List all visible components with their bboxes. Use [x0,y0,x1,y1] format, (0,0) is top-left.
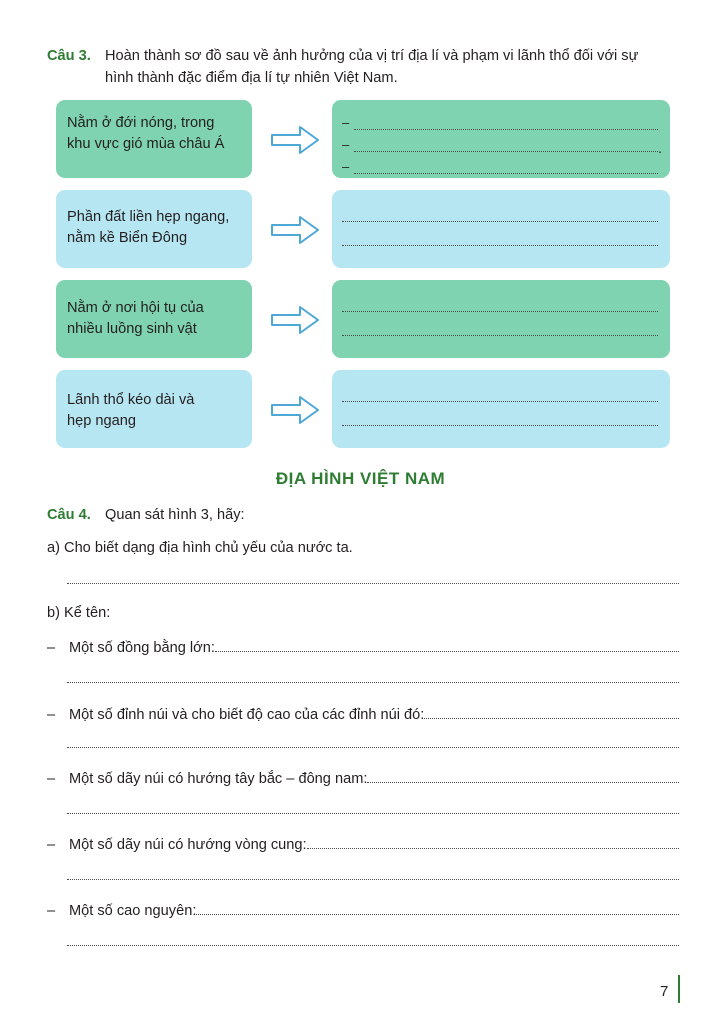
diagram-row-1 [56,100,672,178]
cause-box-4 [56,370,252,448]
answer-line[interactable]: – [342,108,658,130]
cause-text-line: Lãnh thổ kéo dài và [67,392,195,408]
cause-box-3 [56,280,252,358]
question-4a: a) Cho biết dạng địa hình chủ yếu của nước ta. [47,540,353,556]
item-plains: – Một số đồng bằng lớn: [47,636,679,656]
question-3-heading [47,45,687,89]
answer-line[interactable]: – [342,130,658,152]
page-number: 7 [660,983,669,1000]
item-label: Một số dãy núi có hướng vòng cung: [69,837,307,853]
diagram-row-4 [56,370,672,448]
answer-line[interactable] [67,747,679,748]
item-label: Một số cao nguyên: [69,903,197,919]
question-3-number: Câu 3. [47,48,91,64]
question-4-text: Quan sát hình 3, hãy: [105,507,245,523]
cause-text-line: hẹp ngang [67,413,136,429]
question-3-text-line2: hình thành đặc điểm địa lí tự nhiên Việt Nam. [105,70,398,86]
answer-line[interactable] [67,879,679,880]
right-arrow-icon [270,214,320,246]
item-label: Một số đồng bằng lớn: [69,640,215,656]
cause-text-line: Nằm ở nơi hội tụ của [67,300,204,316]
answer-line[interactable]: – [342,152,658,174]
cause-text-line: Phần đất liền hẹp ngang, [67,209,230,225]
answer-box-1[interactable] [332,100,670,178]
right-arrow-icon [270,304,320,336]
cause-box-2 [56,190,252,268]
cause-text-line: nhiều luồng sinh vật [67,321,197,337]
answer-line[interactable] [342,378,658,402]
answer-line[interactable] [342,288,658,312]
answer-line[interactable] [215,646,679,652]
answer-box-3[interactable] [332,280,670,358]
right-arrow-icon [270,124,320,156]
question-4-number: Câu 4. [47,507,91,523]
diagram-row-3 [56,280,672,358]
item-nw-se-ranges: – Một số dãy núi có hướng tây bắc – đông nam: [47,767,679,787]
question-3-text-line1: Hoàn thành sơ đồ sau về ảnh hưởng của vị trí địa lí và phạm vi lãnh thổ đối với sự [105,48,639,64]
period-mark: . [658,140,662,156]
answer-line[interactable] [342,402,658,426]
answer-box-4[interactable] [332,370,670,448]
answer-line-4a[interactable] [67,583,679,584]
cause-box-1 [56,100,252,178]
item-label: Một số đỉnh núi và cho biết độ cao của các đỉnh núi đó: [69,707,425,723]
answer-line[interactable] [342,198,658,222]
question-4b: b) Kể tên: [47,605,111,621]
answer-box-2[interactable] [332,190,670,268]
diagram-row-2 [56,190,672,268]
answer-line[interactable] [342,312,658,336]
item-plateaus: – Một số cao nguyên: [47,899,679,919]
answer-line[interactable] [424,713,679,719]
cause-text-line: khu vực gió mùa châu Á [67,136,225,152]
item-peaks: – Một số đỉnh núi và cho biết độ cao của các đỉnh núi đó: [47,703,679,723]
question-4-heading [47,507,245,523]
right-arrow-icon [270,394,320,426]
answer-line[interactable] [67,682,679,683]
cause-text-line: nằm kề Biển Đông [67,230,188,246]
page-number-bar [678,975,680,1003]
answer-line[interactable] [67,945,679,946]
answer-line[interactable] [307,843,679,849]
answer-line[interactable] [367,777,679,783]
section-title: ĐỊA HÌNH VIỆT NAM [275,469,446,488]
item-arc-ranges: – Một số dãy núi có hướng vòng cung: [47,833,679,853]
answer-line[interactable] [342,222,658,246]
item-label: Một số dãy núi có hướng tây bắc – đông nam: [69,771,368,787]
answer-line[interactable] [196,909,679,915]
cause-text-line: Nằm ở đới nóng, trong [67,115,215,131]
answer-line[interactable] [67,813,679,814]
